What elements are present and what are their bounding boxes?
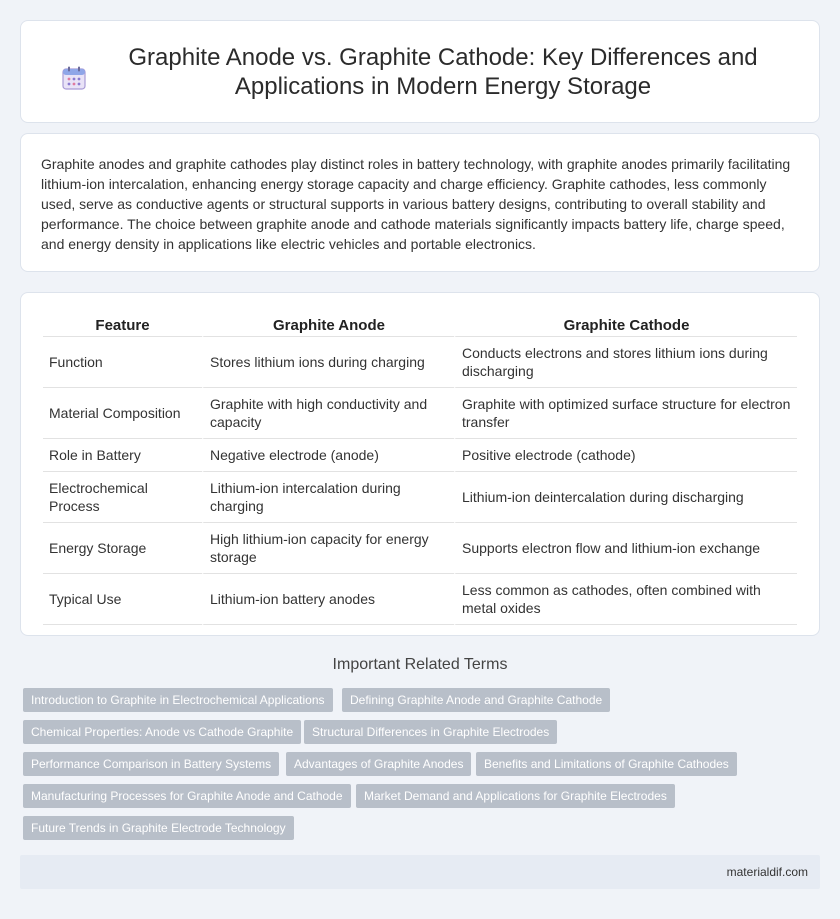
title-card — [20, 20, 820, 123]
cell-anode: Lithium-ion battery anodes — [202, 574, 454, 625]
related-term-tag[interactable]: Benefits and Limitations of Graphite Cathodes — [476, 752, 737, 776]
table-row — [43, 472, 797, 523]
comparison-table — [43, 313, 797, 625]
related-term-tag[interactable]: Market Demand and Applications for Graphite Electrodes — [356, 784, 675, 808]
cell-cathode: Less common as cathodes, often combined with metal oxides — [454, 574, 797, 625]
intro-paragraph: Graphite anodes and graphite cathodes play distinct roles in battery technology, with graphite anodes primarily facilitating lithium-ion intercalation, enhancing energy storage capacity and charge efficiency. Graphite cathodes, less commonly used, serve as conductive agents or structural supports in various battery designs, contributing to overall stability and performance. The choice between graphite anode and cathode materials significantly impacts battery life, charge speed, and energy density in applications like electric vehicles and portable electronics. — [41, 156, 791, 252]
title-wrap — [21, 43, 819, 101]
related-term-tag[interactable]: Advantages of Graphite Anodes — [286, 752, 471, 776]
related-term-tag[interactable]: Manufacturing Processes for Graphite Anode and Cathode — [23, 784, 351, 808]
cell-cathode: Supports electron flow and lithium-ion exchange — [454, 523, 797, 574]
related-terms-heading: Important Related Terms — [332, 656, 508, 673]
cell-cathode: Lithium-ion deintercalation during discharging — [454, 472, 797, 523]
related-term-tag[interactable]: Structural Differences in Graphite Electrodes — [304, 720, 557, 744]
footer-site-link[interactable]: materialdif.com — [20, 855, 820, 889]
header-cathode: Graphite Cathode — [454, 313, 797, 337]
cell-feature: Electrochemical Process — [43, 472, 202, 523]
cell-feature: Material Composition — [43, 388, 202, 439]
page-title: Graphite Anode vs. Graphite Cathode: Key Differences and Applications in Modern Energy Storage — [128, 43, 758, 100]
calendar-icon — [61, 65, 87, 91]
table-header-row — [43, 313, 797, 337]
table-row — [43, 439, 797, 472]
table-row — [43, 337, 797, 388]
cell-anode: High lithium-ion capacity for energy storage — [202, 523, 454, 574]
table-row — [43, 388, 797, 439]
cell-anode: Graphite with high conductivity and capacity — [202, 388, 454, 439]
cell-feature: Energy Storage — [43, 523, 202, 574]
intro-card — [20, 133, 820, 272]
cell-feature: Role in Battery — [43, 439, 202, 472]
related-term-tag[interactable]: Chemical Properties: Anode vs Cathode Graphite — [23, 720, 301, 744]
header-anode: Graphite Anode — [202, 313, 454, 337]
related-term-tag[interactable]: Performance Comparison in Battery Systems — [23, 752, 279, 776]
cell-feature: Function — [43, 337, 202, 388]
cell-feature: Typical Use — [43, 574, 202, 625]
cell-anode: Negative electrode (anode) — [202, 439, 454, 472]
cell-cathode: Graphite with optimized surface structure for electron transfer — [454, 388, 797, 439]
cell-anode: Lithium-ion intercalation during charging — [202, 472, 454, 523]
cell-cathode: Positive electrode (cathode) — [454, 439, 797, 472]
cell-cathode: Conducts electrons and stores lithium ions during discharging — [454, 337, 797, 388]
table-row — [43, 523, 797, 574]
comparison-card — [20, 292, 820, 636]
related-term-tag[interactable]: Introduction to Graphite in Electrochemical Applications — [23, 688, 333, 712]
related-term-tag[interactable]: Defining Graphite Anode and Graphite Cathode — [342, 688, 610, 712]
table-row — [43, 574, 797, 625]
cell-anode: Stores lithium ions during charging — [202, 337, 454, 388]
header-feature: Feature — [43, 313, 202, 337]
related-term-tag[interactable]: Future Trends in Graphite Electrode Technology — [23, 816, 294, 840]
